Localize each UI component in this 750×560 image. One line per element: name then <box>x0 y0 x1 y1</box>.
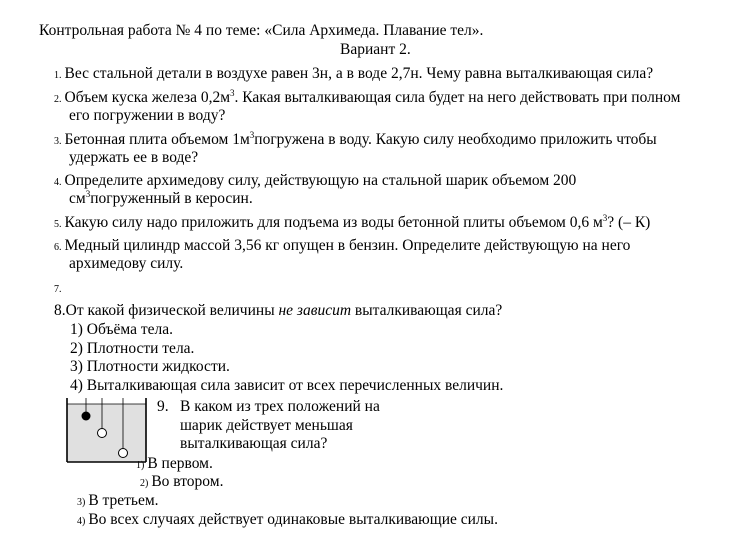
variant-label: Вариант 2. <box>340 41 411 58</box>
q9-option-2 <box>140 473 223 493</box>
option-number: 1) <box>136 460 145 471</box>
ball-position-1 <box>82 412 91 421</box>
option-text: Во всех случаях действует одинаковые выталкивающие силы. <box>88 511 498 528</box>
question-4-line2 <box>69 190 253 208</box>
question-2 <box>54 89 680 109</box>
question-text: погружена в воду. Какую силу необходимо приложить чтобы <box>254 131 657 148</box>
option-number: 4) <box>77 516 86 527</box>
question-text: Объем куска железа 0,2м <box>64 89 231 106</box>
question-text: см <box>69 190 86 207</box>
q8-option-3: 3) Плотности жидкости. <box>70 358 230 375</box>
question-text: выталкивающая сила? <box>351 302 503 319</box>
superscript: 3 <box>602 213 608 223</box>
question-text: Медный цилиндр массой 3,56 кг опущен в бензин. Определите действующую на него <box>64 237 631 254</box>
option-text: В первом. <box>147 455 213 472</box>
question-9-line2: шарик действует меньшая <box>180 417 353 434</box>
question-number: 4. <box>54 177 62 188</box>
q9-option-4 <box>77 511 498 531</box>
option-text: Во втором. <box>151 473 224 490</box>
q9-option-3 <box>77 492 159 512</box>
question-6 <box>54 237 630 257</box>
question-9-number: 9. <box>157 398 169 415</box>
ball-position-2 <box>98 429 107 438</box>
question-text-italic: не зависит <box>278 302 352 319</box>
question-number: 7. <box>54 284 62 295</box>
question-6-line2: архимедову силу. <box>69 255 184 272</box>
option-number: 3) <box>77 497 86 508</box>
question-text: 8.От какой физической величины <box>54 302 279 319</box>
question-4 <box>54 172 576 192</box>
question-text: Какую силу надо приложить для подъема из воды бетонной плиты объемом 0,6 м <box>64 214 603 231</box>
question-text: погруженный в керосин. <box>90 190 253 207</box>
question-3-line2: удержать ее в воде? <box>69 149 199 166</box>
question-number: 1. <box>54 70 62 81</box>
question-number: 3. <box>54 136 62 147</box>
superscript: 3 <box>85 189 91 199</box>
question-2-line2: его погружении в воду? <box>69 107 226 124</box>
question-1 <box>54 65 653 85</box>
q8-option-4: 4) Выталкивающая сила зависит от всех перечисленных величин. <box>70 377 504 394</box>
question-text: . Какая выталкивающая сила будет на него действовать при полном <box>234 89 681 106</box>
question-5 <box>54 214 650 234</box>
question-number: 5. <box>54 219 62 230</box>
option-number: 2) <box>140 478 149 489</box>
q8-option-1: 1) Объёма тела. <box>70 321 173 338</box>
question-number: 6. <box>54 242 62 253</box>
question-7 <box>54 279 65 299</box>
q9-option-1 <box>136 455 213 475</box>
question-3 <box>54 131 657 151</box>
question-8 <box>54 302 502 320</box>
question-9-line1: В каком из трех положений на <box>180 398 380 415</box>
document-title: Контрольная работа № 4 по теме: «Сила Архимеда. Плавание тел». <box>39 22 484 39</box>
option-text: В третьем. <box>88 492 159 509</box>
ball-position-3 <box>119 449 128 458</box>
q8-option-2: 2) Плотности тела. <box>70 340 195 357</box>
question-number: 2. <box>54 94 62 105</box>
question-text: ? (– К) <box>607 214 651 231</box>
superscript: 3 <box>230 88 235 98</box>
question-9-line3: выталкивающая сила? <box>180 435 328 452</box>
question-text: Вес стальной детали в воздухе равен 3н, а в воде 2,7н. Чему равна выталкивающая сила? <box>64 65 654 82</box>
question-text: Бетонная плита объемом 1м <box>64 131 250 148</box>
question-text: Определите архимедову силу, действующую на стальной шарик объемом 200 <box>64 172 577 189</box>
superscript: 3 <box>249 130 255 140</box>
